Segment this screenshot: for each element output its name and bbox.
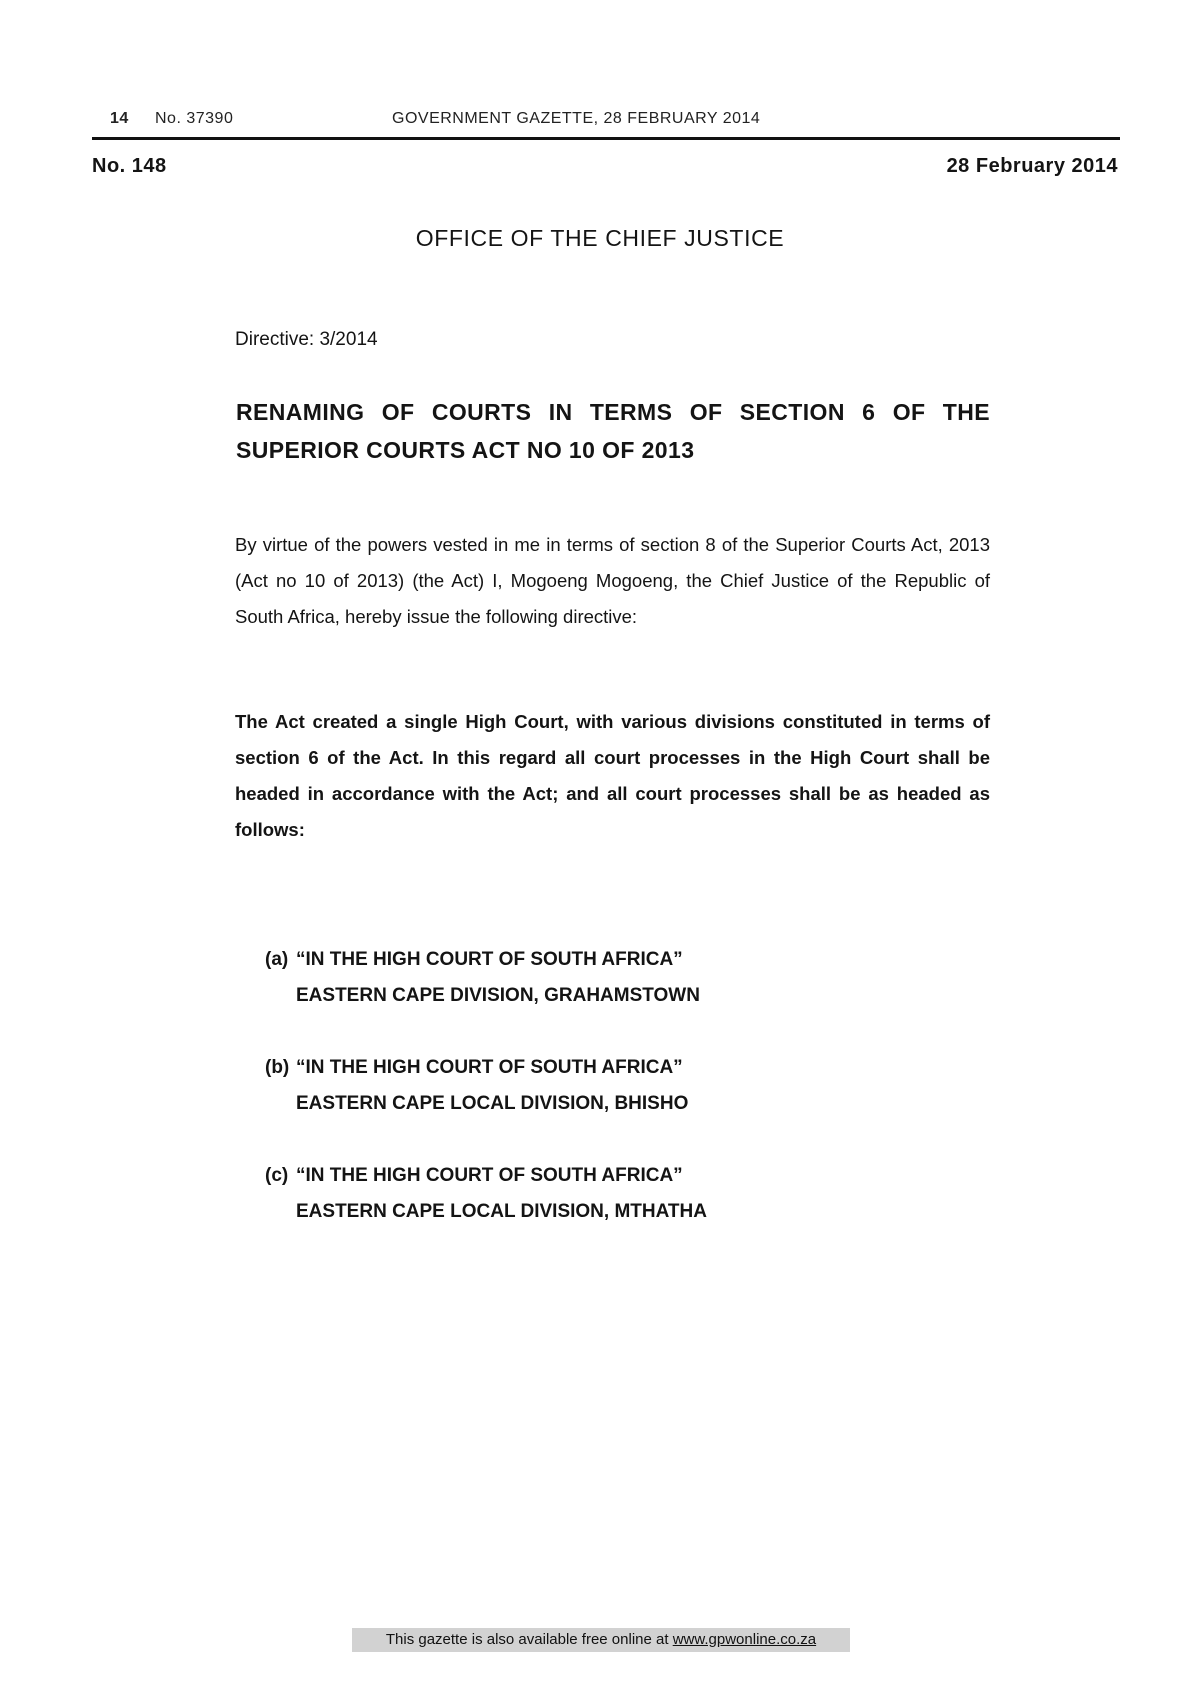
preamble-paragraph: By virtue of the powers vested in me in terms of section 8 of the Superior Courts Act, 2013 (Act no 10 of 2013) (the Act) I, Mogoeng Mogoeng, the Chief Justice of the Republic of South Africa, hereby issue the following directive: <box>235 534 990 627</box>
item-court-name: “IN THE HIGH COURT OF SOUTH AFRICA” <box>296 949 683 970</box>
list-item <box>265 942 700 1014</box>
footer-banner <box>352 1628 850 1652</box>
item-division: EASTERN CAPE LOCAL DIVISION, BHISHO <box>296 1093 689 1114</box>
list-item <box>265 1158 707 1230</box>
directive-heading <box>236 393 990 469</box>
list-item <box>265 1050 688 1122</box>
issue-number: No. 37390 <box>155 110 234 127</box>
directive-number: Directive: 3/2014 <box>235 329 378 350</box>
page-number: 14 <box>110 110 129 127</box>
heading-line-1: RENAMING OF COURTS IN TERMS OF SECTION 6 OF THE <box>236 399 990 425</box>
heading-line-2: SUPERIOR COURTS ACT NO 10 OF 2013 <box>236 437 695 463</box>
item-label: (c) <box>265 1165 289 1186</box>
gazette-title: GOVERNMENT GAZETTE, 28 FEBRUARY 2014 <box>392 110 761 127</box>
footer-link[interactable]: www.gpwonline.co.za <box>672 1631 817 1648</box>
footer-text: This gazette is also available free online at <box>385 1631 669 1648</box>
notice-number: No. 148 <box>92 155 167 177</box>
header-rule <box>92 137 1120 140</box>
item-division: EASTERN CAPE LOCAL DIVISION, MTHATHA <box>296 1201 707 1222</box>
item-court-name: “IN THE HIGH COURT OF SOUTH AFRICA” <box>296 1057 683 1078</box>
item-label: (b) <box>265 1057 290 1078</box>
item-court-name: “IN THE HIGH COURT OF SOUTH AFRICA” <box>296 1165 683 1186</box>
notice-date: 28 February 2014 <box>946 155 1118 177</box>
office-title: OFFICE OF THE CHIEF JUSTICE <box>415 225 785 251</box>
instruction-paragraph: The Act created a single High Court, with various divisions constituted in terms of section 6 of the Act. In this regard all court processes in the High Court shall be headed in accordance with the Act; and all court processes shall be as headed as follows: <box>235 711 990 840</box>
item-division: EASTERN CAPE DIVISION, GRAHAMSTOWN <box>296 985 700 1006</box>
item-label: (a) <box>265 949 289 970</box>
